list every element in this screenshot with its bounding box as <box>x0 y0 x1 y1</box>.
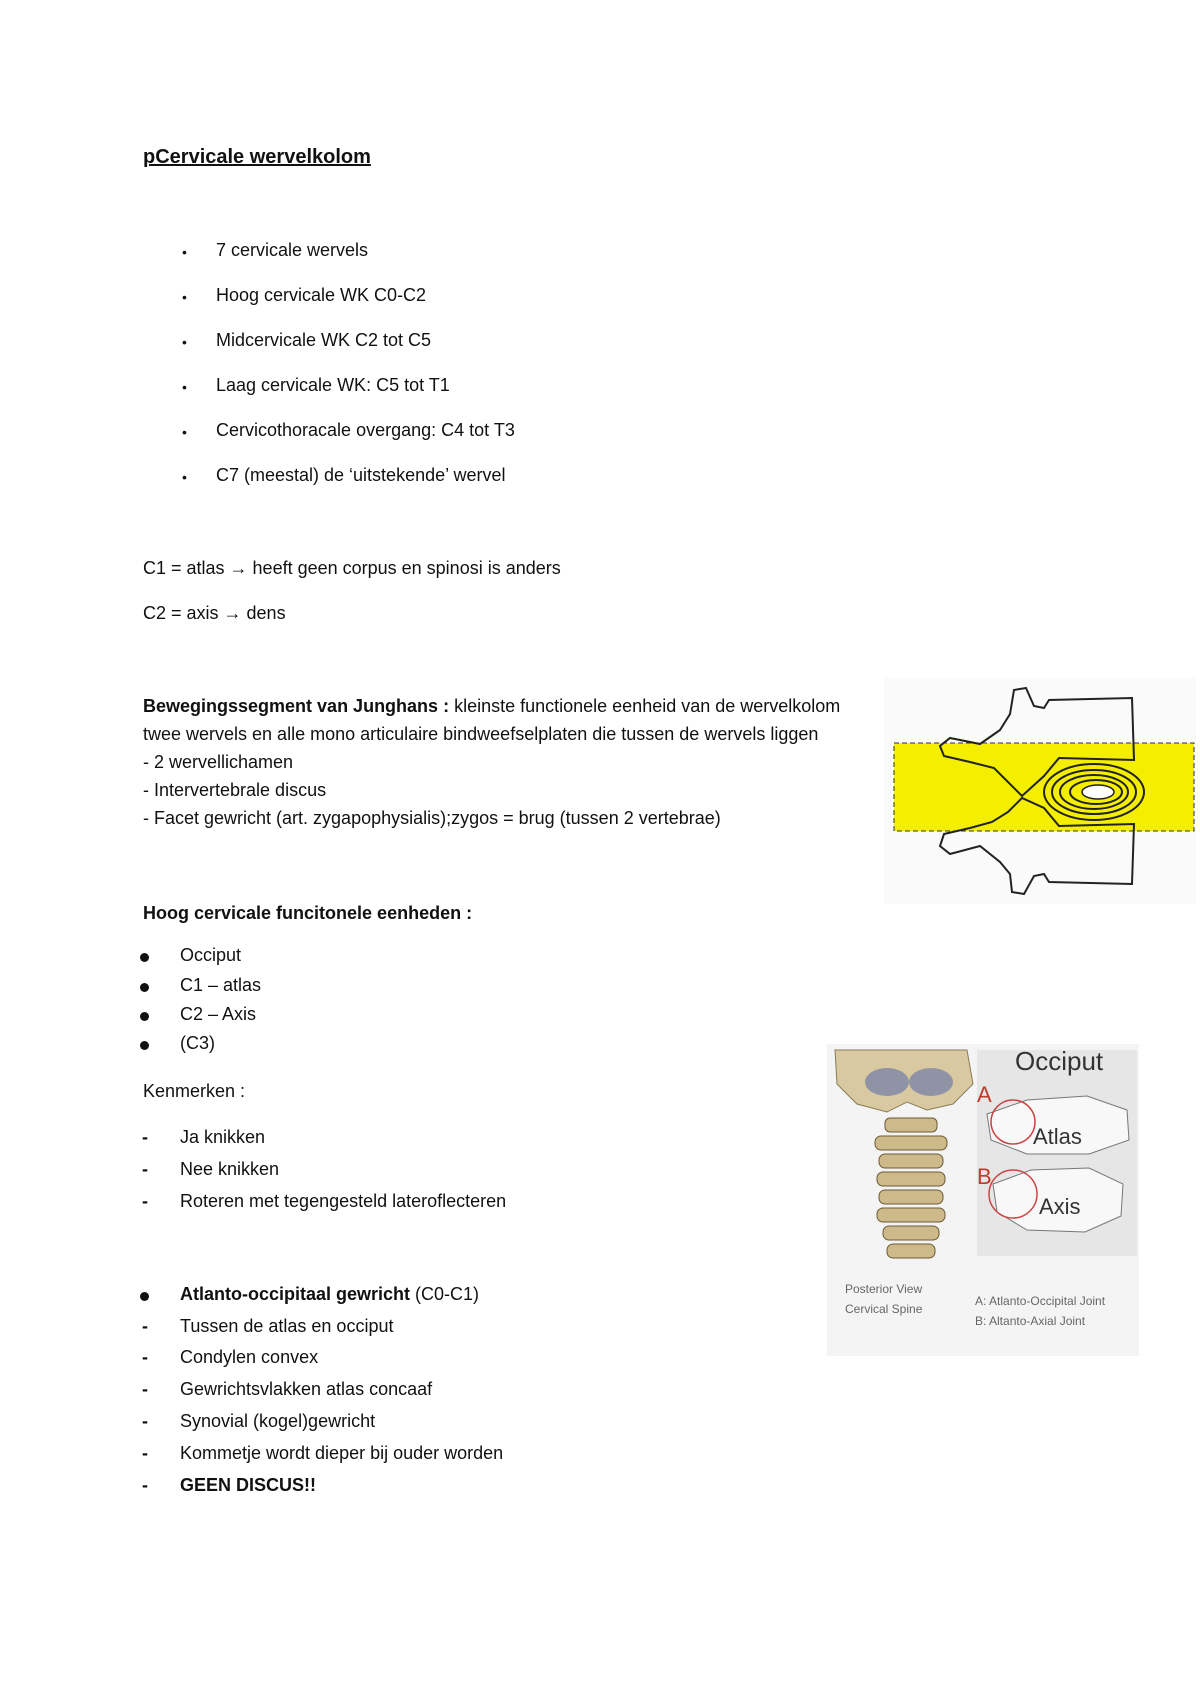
motion-segment-figure <box>884 678 1196 904</box>
list-item: Synovial (kogel)gewricht <box>180 1411 376 1431</box>
list-item: Cervicothoracale overgang: C4 tot T3 <box>216 420 515 440</box>
bullet-icon: • <box>182 244 187 260</box>
dash-icon: - <box>142 1475 148 1495</box>
caption-right-2: B: Altanto-Axial Joint <box>975 1314 1086 1328</box>
list-item: Occiput <box>180 945 242 965</box>
list-item: - Facet gewricht (art. zygapophysialis);zygos = brug (tussen 2 vertebrae) <box>143 808 721 828</box>
list-item: Nee knikken <box>180 1159 280 1179</box>
c2-line: C2 = axis → dens <box>143 603 286 623</box>
list-item: Hoog cervicale WK C0-C2 <box>216 285 427 305</box>
segment-heading: Bewegingssegment van Junghans : <box>143 696 450 716</box>
dash-icon: - <box>142 1159 148 1179</box>
list-item: C2 – Axis <box>180 1004 257 1024</box>
list-item: - Intervertebrale discus <box>143 780 327 800</box>
dash-icon: - <box>142 1127 148 1147</box>
list-item: C1 – atlas <box>180 975 262 995</box>
caption-left-1: Posterior View <box>845 1282 923 1296</box>
axis-label: Axis <box>1039 1194 1081 1219</box>
atlanto-heading-bold: Atlanto-occipitaal gewricht <box>180 1284 411 1304</box>
label-a: A <box>977 1082 992 1107</box>
bullet-icon: • <box>182 424 187 440</box>
bullet-icon <box>140 1012 149 1021</box>
cervical-spine-figure <box>827 1044 1139 1356</box>
caption-left-2: Cervical Spine <box>845 1302 923 1316</box>
c1-line: C1 = atlas → heeft geen corpus en spinosi is anders <box>143 558 561 578</box>
list-item: - 2 wervellichamen <box>143 752 294 772</box>
dash-icon: - <box>142 1316 148 1336</box>
kenmerken-heading: Kenmerken : <box>143 1081 246 1101</box>
bullet-icon: • <box>182 379 187 395</box>
list-item: Gewrichtsvlakken atlas concaaf <box>180 1379 433 1399</box>
list-item: Ja knikken <box>180 1127 266 1147</box>
list-item: Tussen de atlas en occiput <box>180 1316 394 1336</box>
list-item: C7 (meestal) de ‘uitstekende’ wervel <box>216 465 506 485</box>
bullet-icon <box>140 1041 149 1050</box>
list-item: Midcervicale WK C2 tot C5 <box>216 330 432 350</box>
list-item: Laag cervicale WK: C5 tot T1 <box>216 375 450 395</box>
bullet-icon: • <box>182 289 187 305</box>
dash-icon: - <box>142 1443 148 1463</box>
list-item: (C3) <box>180 1033 215 1053</box>
segment-text-1: kleinste functionele eenheid van de wervelkolom <box>449 696 841 716</box>
bullet-icon <box>140 983 149 992</box>
dash-icon: - <box>142 1379 148 1399</box>
list-item: Kommetje wordt dieper bij ouder worden <box>180 1443 504 1463</box>
list-item: Condylen convex <box>180 1347 319 1367</box>
atlanto-heading <box>180 1284 479 1305</box>
list-item: 7 cervicale wervels <box>216 240 369 260</box>
bullet-icon <box>140 953 149 962</box>
label-b: B <box>977 1164 992 1189</box>
dash-icon: - <box>142 1411 148 1431</box>
segment-text-2: twee wervels en alle mono articulaire bindweefselplaten die tussen de wervels liggen <box>143 724 819 744</box>
bullet-icon: • <box>182 469 187 485</box>
bullet-icon <box>140 1292 149 1301</box>
caption-right-1: A: Atlanto-Occipital Joint <box>975 1294 1106 1308</box>
hoog-heading: Hoog cervicale funcitonele eenheden : <box>143 903 473 923</box>
page-title: pCervicale wervelkolom <box>143 146 371 168</box>
list-item: GEEN DISCUS!! <box>180 1475 317 1495</box>
atlas-label: Atlas <box>1033 1124 1082 1149</box>
occiput-label: Occiput <box>1015 1046 1104 1076</box>
segment-paragraph <box>143 692 883 832</box>
atlanto-heading-suffix: (C0-C1) <box>410 1284 480 1304</box>
dash-icon: - <box>142 1347 148 1367</box>
bullet-icon: • <box>182 334 187 350</box>
list-item: Roteren met tegengesteld lateroflecteren <box>180 1191 507 1211</box>
dash-icon: - <box>142 1191 148 1211</box>
